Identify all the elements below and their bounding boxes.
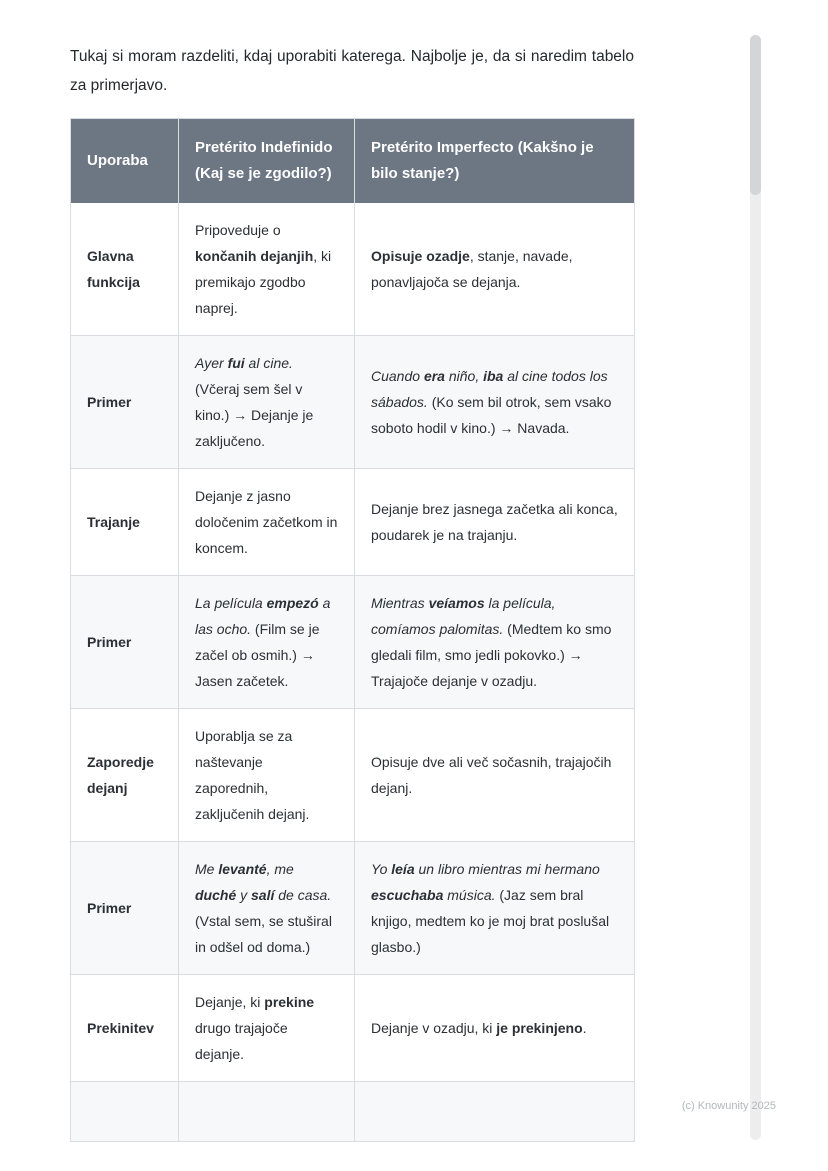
scrollbar-thumb[interactable] [750, 35, 761, 195]
text-segment: drugo trajajoče dejanje. [195, 1020, 288, 1062]
text-segment: de casa. [274, 887, 332, 903]
row-label: Primer [71, 842, 179, 975]
text-segment: je prekinjeno [496, 1020, 583, 1036]
row-label: Primer [71, 336, 179, 469]
text-segment: La película [195, 595, 267, 611]
comparison-table [70, 118, 635, 1142]
text-segment: (Jaz sem bral knjigo, medtem ko je moj brat poslušal glasbo.) [371, 887, 610, 955]
table-row-partial [71, 1082, 635, 1142]
text-segment: leía [391, 861, 415, 877]
imperfecto-cell [355, 709, 635, 842]
row-label: Primer [71, 576, 179, 709]
indefinido-cell [179, 576, 355, 709]
imperfecto-cell [355, 975, 635, 1082]
table-row [71, 469, 635, 576]
imperfecto-cell [355, 336, 635, 469]
text-segment: prekine [264, 994, 315, 1010]
text-segment: a las ocho. [195, 595, 331, 637]
imperfecto-cell [355, 576, 635, 709]
text-segment: Dejanje brez jasnega začetka ali konca, poudarek je na trajanju. [371, 501, 618, 543]
text-segment: Opisuje ozadje [371, 248, 470, 264]
text-segment: música. [443, 887, 496, 903]
indefinido-cell [179, 203, 355, 336]
text-segment: Me [195, 861, 219, 877]
indefinido-cell [179, 336, 355, 469]
row-label [71, 1082, 179, 1142]
text-segment: niño, [444, 368, 484, 384]
text-segment: Opisuje dve ali več sočasnih, trajajočih dejanj. [371, 754, 612, 796]
text-segment: . [582, 1020, 587, 1036]
text-segment: era [423, 368, 445, 384]
row-label: Glavna funkcija [71, 203, 179, 336]
imperfecto-cell [355, 469, 635, 576]
row-label: Prekinitev [71, 975, 179, 1082]
text-segment: Pripoveduje o [195, 222, 281, 238]
text-segment: la película, comíamos palomitas. [371, 595, 556, 637]
indefinido-cell [179, 709, 355, 842]
comparison-table-body [71, 203, 635, 1142]
text-segment: empezó [266, 595, 319, 611]
header-preterito-indefinido: Pretérito Indefinido (Kaj se je zgodilo?) [179, 119, 355, 204]
text-segment: Yo [371, 861, 392, 877]
text-segment: Ayer [195, 355, 228, 371]
text-segment: duché [195, 887, 237, 903]
text-segment: končanih dejanjih [195, 248, 314, 264]
header-row [71, 119, 635, 204]
text-segment: al cine. [244, 355, 293, 371]
indefinido-cell [179, 1082, 355, 1142]
table-row [71, 842, 635, 975]
header-uporaba: Uporaba [71, 119, 179, 204]
imperfecto-cell [355, 842, 635, 975]
text-segment: y [236, 887, 252, 903]
header-preterito-imperfecto: Pretérito Imperfecto (Kakšno je bilo stanje?) [355, 119, 635, 204]
copyright-watermark: (c) Knowunity 2025 [681, 1100, 776, 1112]
text-segment: (Vstal sem, se stuširal in odšel od doma.) [195, 913, 332, 955]
text-segment: (Film se je začel ob osmih.) → Jasen začetek. [195, 621, 320, 689]
row-label: Zaporedje dejanj [71, 709, 179, 842]
text-segment: Uporablja se za naštevanje zaporednih, zaključenih dejanj. [195, 728, 310, 822]
intro-paragraph: Tukaj si moram razdeliti, kdaj uporabiti katerega. Najbolje je, da si naredim tabelo za primerjavo. [70, 48, 634, 94]
indefinido-cell [179, 842, 355, 975]
text-segment: fui [227, 355, 245, 371]
text-segment: Mientras [371, 595, 429, 611]
text-segment: (Ko sem bil otrok, sem vsako soboto hodil v kino.) → Navada. [371, 394, 612, 436]
text-segment: Dejanje z jasno določenim začetkom in koncem. [195, 488, 338, 556]
text-segment: (Medtem ko smo gledali film, smo jedli pokovko.) → Trajajoče dejanje v ozadju. [371, 621, 612, 689]
table-header [71, 119, 635, 204]
scrollbar-track[interactable] [750, 35, 761, 1140]
text-segment: (Včeraj sem šel v kino.) → Dejanje je zaključeno. [195, 381, 314, 449]
text-segment: Cuando [371, 368, 424, 384]
table-row [71, 576, 635, 709]
text-segment: iba [483, 368, 504, 384]
text-segment: , ki premikajo zgodbo naprej. [195, 248, 332, 316]
text-segment: escuchaba [371, 887, 444, 903]
table-row [71, 203, 635, 336]
imperfecto-cell [355, 1082, 635, 1142]
indefinido-cell [179, 469, 355, 576]
text-segment: Dejanje, ki [195, 994, 265, 1010]
text-segment: veíamos [428, 595, 485, 611]
text-segment: levanté [218, 861, 267, 877]
table-row [71, 336, 635, 469]
table-row [71, 709, 635, 842]
text-segment: , me [266, 861, 294, 877]
text-segment: al cine todos los sábados. [371, 368, 608, 410]
row-label: Trajanje [71, 469, 179, 576]
indefinido-cell [179, 975, 355, 1082]
text-segment: , stanje, navade, ponavljajoča se dejanja. [371, 248, 573, 290]
text-segment: un libro mientras mi hermano [414, 861, 600, 877]
text-segment: Dejanje v ozadju, ki [371, 1020, 497, 1036]
imperfecto-cell [355, 203, 635, 336]
text-segment: salí [251, 887, 275, 903]
table-row [71, 975, 635, 1082]
